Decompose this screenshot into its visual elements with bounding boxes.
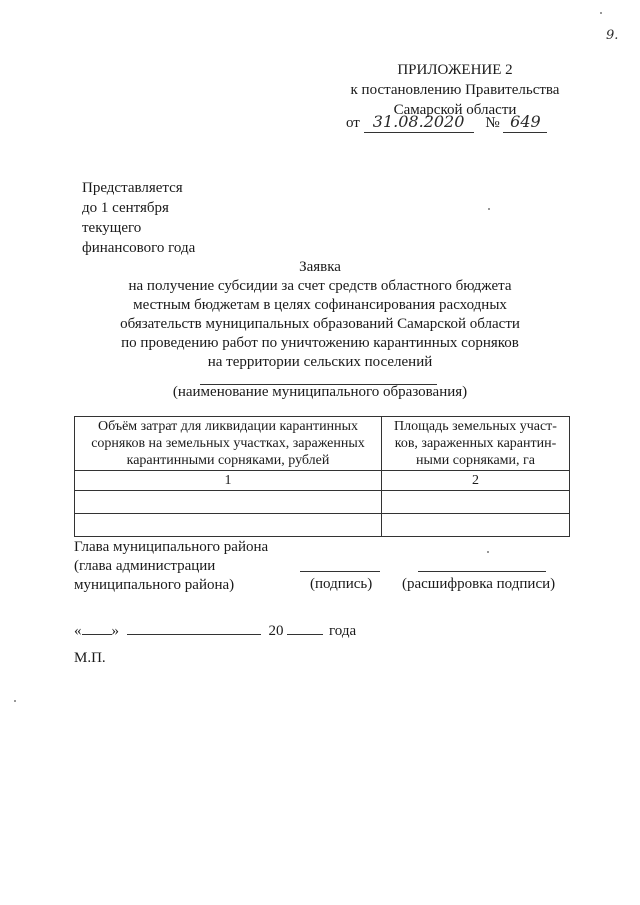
col2-header-line: ков, зараженных карантин- bbox=[394, 436, 557, 451]
title-heading: Заявка bbox=[299, 259, 341, 275]
date-open-quote: « bbox=[74, 623, 82, 639]
table-number-row bbox=[75, 471, 570, 491]
corner-mark: 9. bbox=[606, 28, 619, 43]
signing-date-row bbox=[74, 621, 356, 640]
col1-header-line: Объём затрат для ликвидации карантинных bbox=[97, 419, 359, 434]
title-line: по проведению работ по уничтожению карантинных сорняков bbox=[121, 335, 519, 351]
decree-date-line bbox=[346, 112, 547, 133]
table-row bbox=[75, 491, 570, 514]
table-row bbox=[75, 514, 570, 537]
month-field[interactable] bbox=[127, 621, 261, 635]
decree-date: 31.08.2020 bbox=[364, 112, 474, 133]
title-line: на территории сельских поселений bbox=[207, 354, 433, 370]
date-close-quote: » bbox=[111, 623, 119, 639]
year-prefix: 20 bbox=[268, 623, 284, 639]
col1-header-line: карантинными сорняками, рублей bbox=[126, 453, 330, 468]
submission-line: Представляется bbox=[82, 180, 183, 196]
title-line: обязательств муниципальных образований Самарской области bbox=[120, 316, 520, 332]
corner-dot bbox=[600, 12, 602, 14]
submission-line: текущего bbox=[82, 220, 142, 236]
number-prefix: № bbox=[485, 115, 500, 131]
scan-speck bbox=[14, 700, 16, 702]
request-table bbox=[74, 416, 570, 537]
table-cell[interactable] bbox=[75, 491, 382, 514]
col2-header-line: ными сорняками, га bbox=[415, 453, 535, 468]
year-field[interactable] bbox=[287, 621, 323, 635]
col1-header bbox=[75, 417, 382, 471]
application-title bbox=[60, 258, 580, 372]
signature-field[interactable] bbox=[300, 571, 380, 572]
appendix-block bbox=[340, 60, 570, 120]
table-cell[interactable] bbox=[75, 514, 382, 537]
appendix-line3: Самарской области bbox=[393, 102, 517, 118]
title-line: на получение субсидии за счет средств областного бюджета bbox=[128, 278, 512, 294]
day-field[interactable] bbox=[82, 621, 112, 635]
scan-speck bbox=[488, 208, 490, 210]
col1-number: 1 bbox=[75, 471, 382, 491]
head-line: Глава муниципального района bbox=[74, 539, 269, 555]
submission-note bbox=[82, 178, 195, 258]
submission-line: финансового года bbox=[82, 240, 196, 256]
decoding-field[interactable] bbox=[418, 571, 546, 572]
head-of-district-block bbox=[74, 538, 268, 595]
table-cell[interactable] bbox=[382, 514, 570, 537]
head-line: (глава администрации bbox=[74, 558, 216, 574]
date-prefix: от bbox=[346, 115, 360, 131]
title-line: местным бюджетам в целях софинансирования расходных bbox=[133, 297, 507, 313]
municipality-note: (наименование муниципального образования) bbox=[172, 384, 468, 400]
col2-header bbox=[382, 417, 570, 471]
decree-number: 649 bbox=[503, 112, 547, 133]
appendix-title: ПРИЛОЖЕНИЕ 2 bbox=[397, 62, 513, 78]
scan-speck bbox=[487, 551, 489, 553]
year-suffix: года bbox=[329, 623, 357, 639]
submission-line: до 1 сентября bbox=[82, 200, 169, 216]
municipality-name-field[interactable] bbox=[200, 370, 437, 385]
decoding-caption: (расшифровка подписи) bbox=[402, 576, 556, 592]
signature-caption: (подпись) bbox=[310, 576, 373, 592]
head-line: муниципального района) bbox=[74, 577, 235, 593]
appendix-line2: к постановлению Правительства bbox=[350, 82, 560, 98]
table-header-row bbox=[75, 417, 570, 471]
col1-header-line: сорняков на земельных участках, зараженных bbox=[91, 436, 365, 451]
col2-number: 2 bbox=[382, 471, 570, 491]
col2-header-line: Площадь земельных участ- bbox=[394, 419, 557, 434]
stamp-place: М.П. bbox=[74, 650, 106, 666]
table-cell[interactable] bbox=[382, 491, 570, 514]
